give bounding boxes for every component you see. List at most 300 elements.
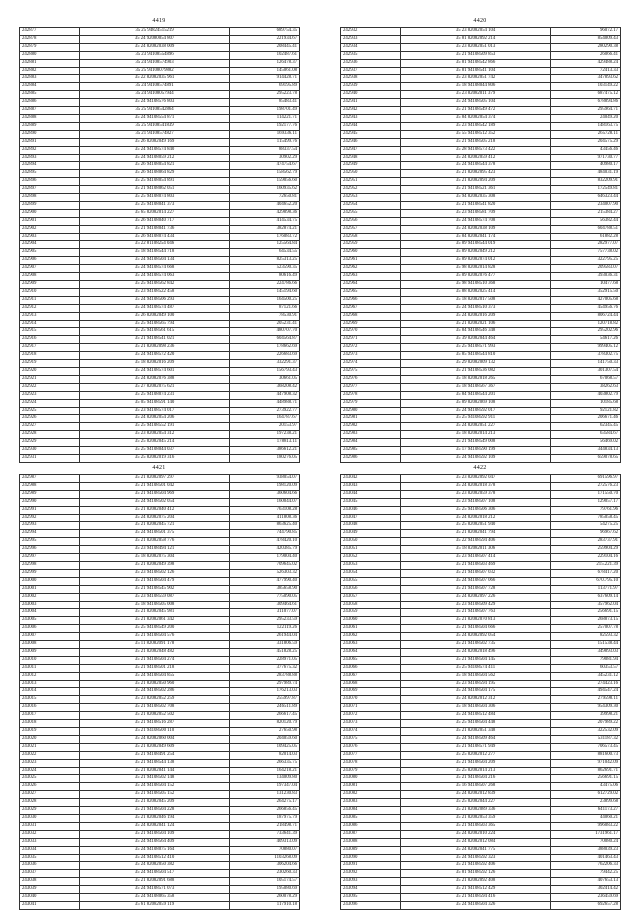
record-amount-cell: 429488.24	[551, 59, 621, 67]
record-code-cell: 35 21 82082045 209	[80, 799, 230, 807]
record-id-cell: 243073	[341, 720, 401, 728]
table-row	[20, 391, 300, 399]
record-id-cell: 242889	[20, 122, 80, 130]
record-amount-cell: 148163.75	[551, 122, 621, 130]
record-code-cell: 35 18 94108544 718	[80, 249, 230, 257]
record-code-cell: 35 21 82082095 423	[401, 170, 551, 178]
record-id-cell: 243094	[341, 886, 401, 894]
record-id-cell: 242879	[20, 43, 80, 51]
record-code-cell: 35 25 94108561 615	[80, 328, 230, 336]
record-code-cell: 35 25 94108041 373	[80, 201, 230, 209]
record-id-cell: 243046	[341, 506, 401, 514]
record-amount-cell: 279598.11	[551, 696, 621, 704]
table-row	[20, 320, 300, 328]
record-code-cell: 35 84 82082054 374	[401, 114, 551, 122]
record-code-cell: 35 24 82082041 124	[80, 822, 230, 830]
record-code-cell: 35 25 94108542864	[80, 107, 230, 115]
record-id-cell: 242917	[20, 344, 80, 352]
record-amount-cell: 105174.57	[230, 878, 300, 886]
record-id-cell: 242929	[20, 439, 80, 447]
record-amount-cell: 996083.22	[551, 822, 621, 830]
record-code-cell: 35 23 94108502 126	[80, 569, 230, 577]
record-id-cell: 243088	[341, 838, 401, 846]
record-code-cell: 35 21 94108549 008	[401, 439, 551, 447]
table-row	[341, 878, 621, 886]
record-id-cell: 243024	[20, 767, 80, 775]
table-row	[20, 28, 300, 36]
record-code-cell: 35 21 94108501 042	[80, 482, 230, 490]
record-id-cell: 242953	[341, 194, 401, 202]
table-row	[20, 601, 300, 609]
record-code-cell: 35 89 94108544 019	[401, 241, 551, 249]
record-code-cell: 35 25 94108592 911	[401, 415, 551, 423]
record-id-cell: 242952	[341, 186, 401, 194]
record-id-cell: 242998	[20, 561, 80, 569]
table-row	[341, 83, 621, 91]
record-id-cell: 242891	[20, 138, 80, 146]
record-amount-cell: 256691.15	[551, 775, 621, 783]
table-row	[20, 431, 300, 439]
record-id-cell: 242936	[341, 59, 401, 67]
record-id-cell: 242979	[341, 399, 401, 407]
record-amount-cell: 832209.91	[551, 178, 621, 186]
record-id-cell: 243033	[20, 838, 80, 846]
table-row	[20, 878, 300, 886]
record-amount-cell: 44060.21	[551, 814, 621, 822]
table-row	[341, 490, 621, 498]
record-code-cell: 35 25 82082051 940	[401, 522, 551, 530]
record-id-cell: 242927	[20, 423, 80, 431]
table-row	[20, 138, 300, 146]
table-row	[20, 186, 300, 194]
record-code-cell: 35 21 94108594 416	[401, 894, 551, 902]
page-number: 4419	[152, 18, 166, 24]
record-amount-cell: 176213.03	[230, 688, 300, 696]
record-code-cell: 35 24 94108505 104	[401, 99, 551, 107]
record-id-cell: 242982	[341, 423, 401, 431]
table-row	[20, 217, 300, 225]
record-amount-cell: 159056.60	[230, 178, 300, 186]
record-id-cell: 243002	[20, 593, 80, 601]
record-code-cell: 35 21 94108504 666	[401, 625, 551, 633]
record-amount-cell: 297989.74	[230, 680, 300, 688]
record-amount-cell: 126478.37	[230, 59, 300, 67]
record-code-cell: 35 21 82082089 336	[401, 807, 551, 815]
record-id-cell: 242944	[341, 122, 401, 130]
record-amount-cell: 129057.17	[551, 498, 621, 506]
record-id-cell: 242887	[20, 107, 80, 115]
record-amount-cell: 523590.35	[230, 265, 300, 273]
record-id-cell: 243035	[20, 854, 80, 862]
record-amount-cell: 447908.32	[230, 391, 300, 399]
record-amount-cell: 260078.29	[230, 894, 300, 902]
record-code-cell: 35 25 82082044 227	[401, 799, 551, 807]
record-amount-cell: 352915.50	[551, 288, 621, 296]
record-code-cell: 35 24 94108504 175	[401, 688, 551, 696]
record-id-cell: 242984	[341, 439, 401, 447]
table-row	[341, 51, 621, 59]
record-amount-cell: 88337.54	[230, 146, 300, 154]
record-id-cell: 242901	[20, 217, 80, 225]
record-code-cell: 35 24 94108592 323	[401, 854, 551, 862]
record-code-cell: 35 24 94108502 286	[80, 688, 230, 696]
record-id-cell: 242978	[341, 391, 401, 399]
table-row	[341, 344, 621, 352]
record-id-cell: 243074	[341, 728, 401, 736]
record-amount-cell: 687475.12	[551, 91, 621, 99]
record-code-cell: 35 18 82082075 304	[80, 554, 230, 562]
record-amount-cell: 67068.57	[551, 375, 621, 383]
table-row	[20, 482, 300, 490]
record-amount-cell: 637609.14	[551, 593, 621, 601]
table-row	[20, 288, 300, 296]
record-amount-cell: 205231.41	[230, 320, 300, 328]
record-amount-cell: 306204.66	[230, 862, 300, 870]
record-id-cell: 242931	[20, 454, 80, 462]
record-amount-cell: 102487.61	[230, 51, 300, 59]
record-id-cell: 242886	[20, 99, 80, 107]
record-amount-cell: 197347.04	[230, 783, 300, 791]
record-amount-cell: 385658.90	[230, 585, 300, 593]
record-id-cell: 242882	[20, 67, 80, 75]
record-amount-cell: 349893.03	[551, 648, 621, 656]
record-amount-cell: 480707.70	[230, 328, 300, 336]
table-row	[20, 498, 300, 506]
record-amount-cell: 187975.79	[230, 814, 300, 822]
record-id-cell: 243086	[341, 822, 401, 830]
record-amount-cell: 40980.17	[551, 162, 621, 170]
record-id-cell: 243065	[341, 656, 401, 664]
record-id-cell: 243013	[20, 680, 80, 688]
table-row	[20, 146, 300, 154]
record-id-cell: 242902	[20, 225, 80, 233]
record-id-cell: 242992	[20, 514, 80, 522]
record-id-cell: 242934	[341, 43, 401, 51]
record-id-cell: 242913	[20, 312, 80, 320]
record-amount-cell: 266335.75	[230, 759, 300, 767]
record-id-cell: 242940	[341, 91, 401, 99]
record-id-cell: 242947	[341, 146, 401, 154]
record-code-cell: 35 26 82082049 100	[80, 312, 230, 320]
record-code-cell: 35 26 94108074 434	[80, 233, 230, 241]
record-id-cell: 242908	[20, 273, 80, 281]
table-row	[341, 336, 621, 344]
record-code-cell: 35 24 94108502 054	[80, 498, 230, 506]
table-row	[341, 154, 621, 162]
table-row	[341, 799, 621, 807]
record-amount-cell: 1103268.09	[230, 854, 300, 862]
table-row	[341, 146, 621, 154]
record-amount-cell: 345231.12	[551, 672, 621, 680]
record-amount-cell: 69195.89	[230, 83, 300, 91]
record-code-cell: 35 23 94108507 414	[401, 554, 551, 562]
record-code-cell: 35 26 94108064 829	[80, 170, 230, 178]
table-row	[20, 672, 300, 680]
record-amount-cell: 79761.96	[551, 506, 621, 514]
record-id-cell: 243071	[341, 704, 401, 712]
record-code-cell: 35 21 94108544 138	[80, 759, 230, 767]
record-code-cell: 35 21 94108592 406	[401, 862, 551, 870]
record-amount-cell: 256691.15	[551, 609, 621, 617]
record-id-cell: 243041	[20, 901, 80, 909]
record-id-cell: 242960	[341, 249, 401, 257]
record-amount-cell: 113771.97	[551, 585, 621, 593]
record-code-cell: 35 84 82082041 174	[401, 233, 551, 241]
record-amount-cell: 85483.41	[230, 99, 300, 107]
record-id-cell: 242994	[20, 530, 80, 538]
record-id-cell: 243036	[20, 862, 80, 870]
table-row	[341, 609, 621, 617]
record-id-cell: 243030	[20, 814, 80, 822]
record-amount-cell: 255997.87	[230, 696, 300, 704]
table-row	[341, 838, 621, 846]
record-code-cell: 35 24 94108592 109	[401, 454, 551, 462]
table-row	[341, 296, 621, 304]
record-id-cell: 242983	[341, 431, 401, 439]
record-id-cell: 243080	[341, 775, 401, 783]
table-row	[341, 886, 621, 894]
record-code-cell: 35 24 94108504 134	[80, 257, 230, 265]
table-row	[20, 838, 300, 846]
record-amount-cell: 954309.30	[551, 704, 621, 712]
record-id-cell: 242946	[341, 138, 401, 146]
record-amount-cell: 474754.67	[230, 162, 300, 170]
record-id-cell: 242880	[20, 51, 80, 59]
record-amount-cell: 114221.71	[230, 114, 300, 122]
record-code-cell: 35 24 94108512 484	[401, 712, 551, 720]
record-amount-cell: 78530.91	[230, 312, 300, 320]
table-row	[20, 901, 300, 909]
record-amount-cell: 178813.11	[230, 439, 300, 447]
record-code-cell: 35 25 82082045 214	[80, 439, 230, 447]
record-id-cell: 243020	[20, 735, 80, 743]
record-code-cell: 35 24 94108574 840	[80, 146, 230, 154]
table-row	[20, 530, 300, 538]
record-id-cell: 242990	[20, 498, 80, 506]
table-row	[20, 273, 300, 281]
record-amount-cell: 938054.07	[230, 475, 300, 483]
table-row	[341, 209, 621, 217]
table-row	[341, 901, 621, 909]
record-id-cell: 243009	[20, 648, 80, 656]
record-code-cell: 35 94 82082035 308	[401, 194, 551, 202]
record-id-cell: 243069	[341, 688, 401, 696]
record-amount-cell: 61882.28	[551, 233, 621, 241]
table-row	[20, 249, 300, 257]
record-amount-cell: 825313.25	[230, 257, 300, 265]
record-amount-cell: 226683.69	[230, 352, 300, 360]
record-code-cell: 35 21 82082070 813	[401, 617, 551, 625]
table-row	[341, 506, 621, 514]
record-amount-cell: 331806.59	[230, 641, 300, 649]
record-code-cell: 35 05 94108591 140	[80, 399, 230, 407]
record-code-cell: 35 21 82082045 721	[80, 522, 230, 530]
table-row	[20, 514, 300, 522]
record-id-cell: 243072	[341, 712, 401, 720]
record-amount-cell: 180276.05	[230, 454, 300, 462]
record-amount-cell: 280290.38	[551, 43, 621, 51]
record-amount-cell: 246511.89	[230, 704, 300, 712]
record-id-cell: 242971	[341, 336, 401, 344]
record-id-cell: 243018	[20, 720, 80, 728]
record-id-cell: 242943	[341, 114, 401, 122]
record-id-cell: 242969	[341, 320, 401, 328]
record-code-cell: 35 25 94108549 200	[80, 625, 230, 633]
record-amount-cell: 531187.32	[551, 735, 621, 743]
record-id-cell: 242907	[20, 265, 80, 273]
record-code-cell: 35 18 94108504 562	[401, 672, 551, 680]
record-id-cell: 243083	[341, 799, 401, 807]
table-row	[341, 617, 621, 625]
page-block-3	[19, 462, 299, 910]
record-code-cell: 35 23 94108509 429	[401, 601, 551, 609]
record-code-cell: 35 24 82082012 084	[401, 838, 551, 846]
record-code-cell: 35 16 94108507 268	[401, 783, 551, 791]
record-amount-cell: 109425.05	[230, 743, 300, 751]
table-row	[20, 743, 300, 751]
record-id-cell: 243029	[20, 807, 80, 815]
record-amount-cell: 477990.40	[230, 577, 300, 585]
record-id-cell: 242910	[20, 288, 80, 296]
record-amount-cell: 30661.05	[230, 375, 300, 383]
record-code-cell: 35 21 94108504 216	[401, 775, 551, 783]
record-id-cell: 243026	[20, 783, 80, 791]
record-code-cell: 35 23 94108554896	[80, 51, 230, 59]
record-code-cell: 35 65 82082014 227	[80, 209, 230, 217]
table-row	[20, 209, 300, 217]
record-id-cell: 242954	[341, 201, 401, 209]
record-id-cell: 242888	[20, 114, 80, 122]
table-row	[20, 617, 300, 625]
record-amount-cell: 806724.44	[551, 312, 621, 320]
record-code-cell: 35 25 94108074 803	[80, 194, 230, 202]
record-code-cell: 35 21 82082049 609	[80, 743, 230, 751]
table-row	[341, 482, 621, 490]
table-row	[341, 312, 621, 320]
record-code-cell: 35 23 94108594 195	[401, 680, 551, 688]
record-id-cell: 243008	[20, 641, 80, 649]
record-code-cell: 35 81 94108592 126	[401, 870, 551, 878]
record-amount-cell: 60353.57	[551, 664, 621, 672]
record-amount-cell: 604564.87	[230, 336, 300, 344]
table-row	[341, 249, 621, 257]
record-code-cell: 35 24 82082050 382	[80, 862, 230, 870]
record-amount-cell: 206671.46	[551, 415, 621, 423]
record-amount-cell: 160044.07	[230, 498, 300, 506]
table-row	[341, 648, 621, 656]
record-amount-cell: 420385.79	[230, 546, 300, 554]
table-row	[20, 91, 300, 99]
record-code-cell: 35 24 94108504 517	[80, 870, 230, 878]
record-id-cell: 243047	[341, 514, 401, 522]
record-code-cell: 35 24 82082018 378	[401, 482, 551, 490]
record-amount-cell: 141750.33	[551, 360, 621, 368]
record-amount-cell: 63584.67	[551, 431, 621, 439]
record-amount-cell: 382874.21	[230, 225, 300, 233]
table-row	[20, 783, 300, 791]
table-row	[341, 162, 621, 170]
record-code-cell: 35 24 82082060 004	[80, 735, 230, 743]
record-amount-cell: 762206.33	[551, 862, 621, 870]
record-amount-cell: 407653.13	[551, 878, 621, 886]
record-code-cell: 35 24 94108554 871	[80, 114, 230, 122]
record-amount-cell: 733641.39	[230, 830, 300, 838]
record-id-cell: 243010	[20, 656, 80, 664]
table-row	[20, 241, 300, 249]
record-id-cell: 243040	[20, 894, 80, 902]
record-code-cell: 35 24 94108501 375	[80, 530, 230, 538]
table-row	[20, 625, 300, 633]
table-row	[341, 383, 621, 391]
record-id-cell: 242964	[341, 281, 401, 289]
record-amount-cell: 360604.66	[230, 490, 300, 498]
record-code-cell: 35 24 82082041 775	[401, 846, 551, 854]
record-amount-cell: 863625.40	[230, 522, 300, 530]
record-amount-cell: 706573.45	[551, 743, 621, 751]
table-row	[20, 281, 300, 289]
record-amount-cell: 448988.71	[230, 399, 300, 407]
record-amount-cell: 209583.07	[551, 265, 621, 273]
record-amount-cell: 204059.60	[230, 735, 300, 743]
table-row	[341, 475, 621, 483]
record-code-cell: 35 21 82082094 209	[401, 178, 551, 186]
record-code-cell: 35 21 94108545 902	[80, 585, 230, 593]
record-id-cell: 243039	[20, 886, 80, 894]
record-id-cell: 242958	[341, 233, 401, 241]
record-amount-cell: 691596.97	[551, 475, 621, 483]
record-id-cell: 242918	[20, 352, 80, 360]
record-id-cell: 242951	[341, 178, 401, 186]
record-code-cell: 35 25 82082012 277	[401, 751, 551, 759]
record-amount-cell: 20153.97	[230, 423, 300, 431]
record-id-cell: 242965	[341, 288, 401, 296]
table-row	[20, 641, 300, 649]
record-code-cell: 35 21 82082051 348	[401, 728, 551, 736]
record-amount-cell: 1731961.17	[551, 830, 621, 838]
table-row	[20, 656, 300, 664]
record-code-cell: 35 25 94108565 794	[80, 320, 230, 328]
record-id-cell: 242949	[341, 162, 401, 170]
table-row	[341, 680, 621, 688]
record-code-cell: 35 21 94108541 021	[80, 336, 230, 344]
record-id-cell: 243007	[20, 633, 80, 641]
record-id-cell: 243057	[341, 593, 401, 601]
record-id-cell: 242923	[20, 391, 80, 399]
record-code-cell: 35 25 94108074 231	[80, 391, 230, 399]
record-id-cell: 242928	[20, 431, 80, 439]
record-code-cell: 35 22 81108254 046	[80, 241, 230, 249]
record-amount-cell: 414534.75	[230, 217, 300, 225]
record-amount-cell: 283737.91	[551, 538, 621, 546]
record-amount-cell: 171550.70	[551, 490, 621, 498]
record-code-cell: 35 21 94108507 032	[401, 569, 551, 577]
record-code-cell: 35 23 82082051 742	[401, 75, 551, 83]
record-amount-cell: 164218.21	[230, 767, 300, 775]
record-code-cell: 35 18 82082014 213	[401, 431, 551, 439]
record-id-cell: 242893	[20, 154, 80, 162]
table-row	[20, 846, 300, 854]
record-code-cell: 35 24 94108507 066	[401, 577, 551, 585]
record-code-cell: 35 18 94108044 806	[401, 83, 551, 91]
table-row	[20, 67, 300, 75]
record-code-cell: 35 24 94108574 487	[80, 304, 230, 312]
table-row	[20, 775, 300, 783]
table-row	[20, 728, 300, 736]
table-row	[341, 894, 621, 902]
record-id-cell: 243067	[341, 672, 401, 680]
record-amount-cell: 195080.69	[230, 886, 300, 894]
record-amount-cell: 117910.18	[230, 901, 300, 909]
